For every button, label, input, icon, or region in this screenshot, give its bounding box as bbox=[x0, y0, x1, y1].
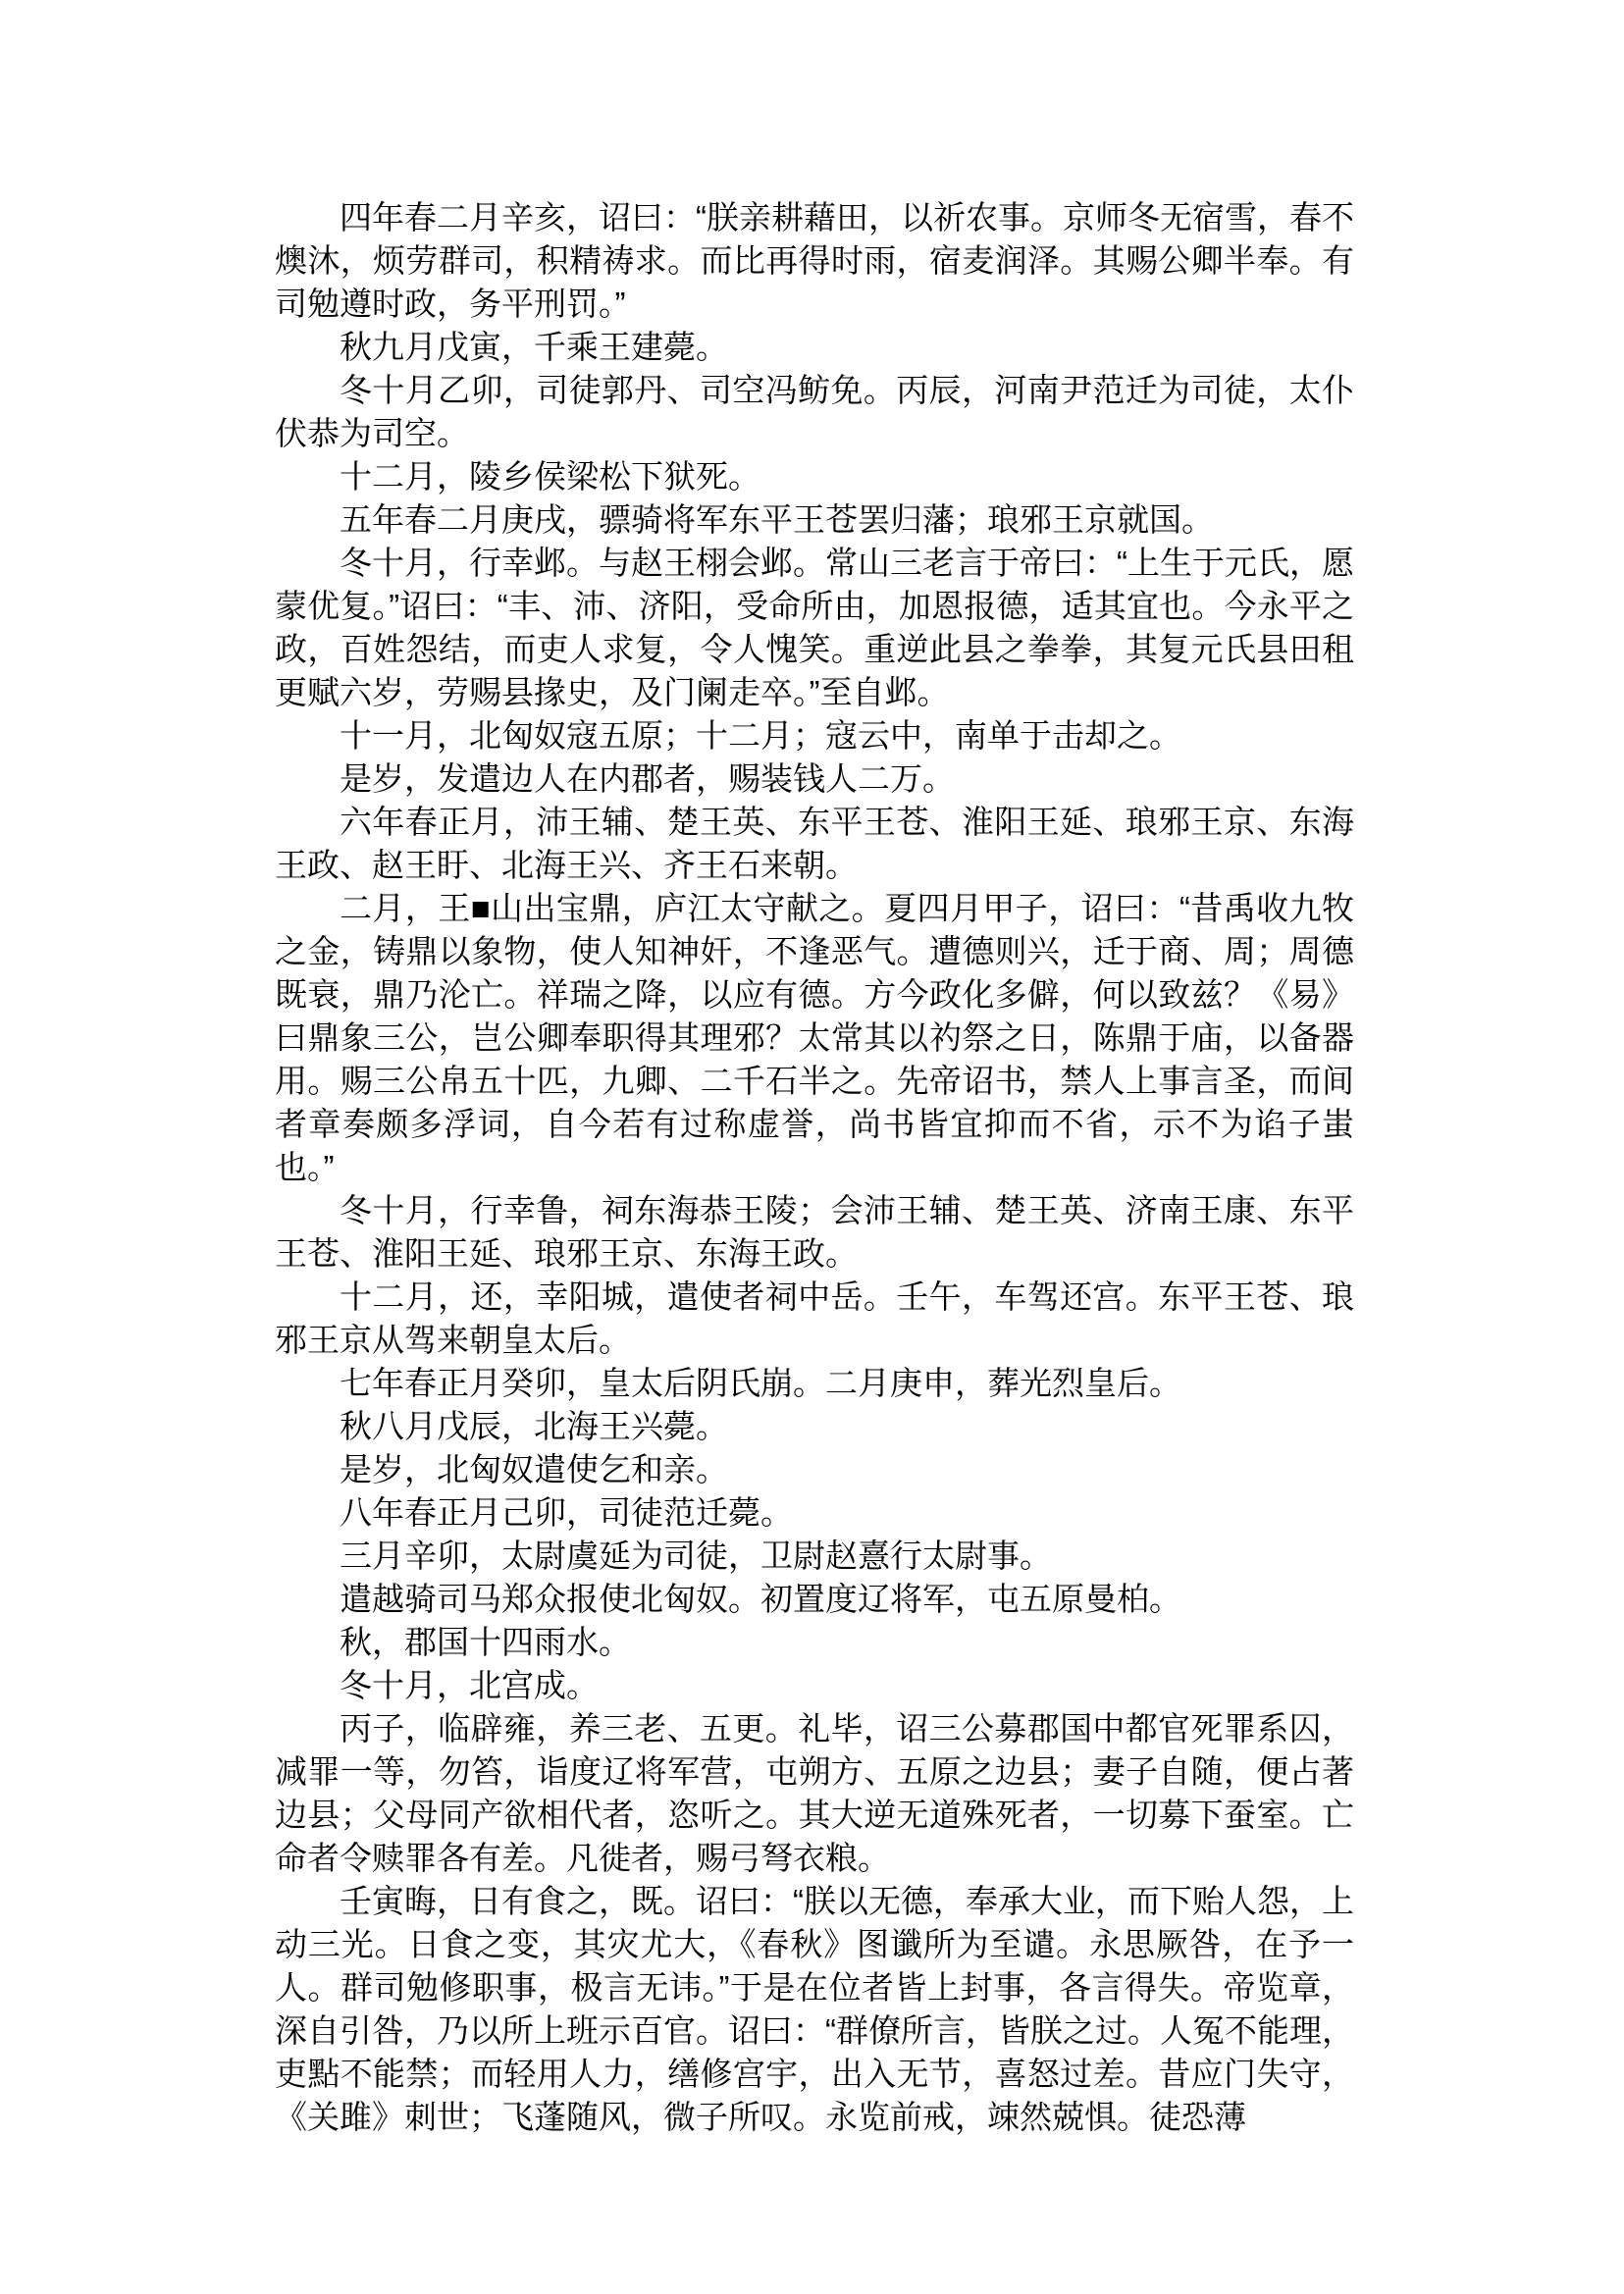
paragraph: 冬十月，北宫成。 bbox=[340, 1667, 599, 1703]
paragraph: 壬寅晦，日有食之，既。诏曰：“朕以无德，奉承大业，而下贻人怨，上动三光。日食之变，其灾尤大，《春秋》图谶所为至谴。永思厥咎，在予一人。群司勉修职事，极言无讳。”于是在位者皆上封事，各言得失。帝览章，深自引咎，乃以所上班示百官。诏曰：“群僚所言，皆朕之过。人冤不能理，吏點不能禁；而轻用人力，缮修宫宇，出入无节，喜怒过差。昔应门失守，《关雎》刺世；飞蓬随风，微子所叹。永览前戒，竦然兢惧。徒恐薄 bbox=[275, 1883, 1354, 2135]
text-block bbox=[275, 196, 1354, 2139]
paragraph: 丙子，临辟雍，养三老、五更。礼毕，诏三公募郡国中都官死罪系囚，减罪一等，勿笞，诣度辽将军营，屯朔方、五原之边县；妻子自随，便占著边县；父母同产欲相代者，恣听之。其大逆无道殊死者，一切募下蚕室。亡命者令赎罪各有差。凡徙者，赐弓弩衣粮。 bbox=[275, 1710, 1354, 1876]
paragraph: 五年春二月庚戌，骠骑将军东平王苍罢归藩；琅邪王京就国。 bbox=[340, 501, 1214, 538]
paragraph: 十二月，陵乡侯梁松下狱死。 bbox=[340, 458, 760, 495]
paragraph: 十二月，还，幸阳城，遣使者祠中岳。壬午，车驾还宫。东平王苍、琅邪王京从驾来朝皇太后。 bbox=[275, 1278, 1354, 1358]
paragraph: 秋九月戊寅，千乘王建薨。 bbox=[340, 329, 728, 365]
paragraph: 四年春二月辛亥，诏曰：“朕亲耕藉田，以祈农事。京师冬无宿雪，春不燠沐，烦劳群司，积精祷求。而比再得时雨，宿麦润泽。其赐公卿半奉。有司勉遵时政，务平刑罚。” bbox=[275, 199, 1354, 322]
paragraph: 十一月，北匈奴寇五原；十二月；寇云中，南单于击却之。 bbox=[340, 717, 1181, 754]
paragraph: 是岁，北匈奴遣使乞和亲。 bbox=[340, 1451, 728, 1487]
paragraph: 冬十月，行幸邺。与赵王栩会邺。常山三老言于帝曰：“上生于元氏，愿蒙优复。”诏曰：“丰、沛、济阳，受命所由，加恩报德，适其宜也。今永平之政，百姓怨结，而吏人求复，令人愧笑。重逆此县之拳拳，其复元氏县田租更赋六岁，劳赐县掾史，及门阑走卒。”至自邺。 bbox=[275, 545, 1354, 710]
paragraph: 三月辛卯，太尉虞延为司徒，卫尉赵憙行太尉事。 bbox=[340, 1538, 1052, 1574]
paragraph: 八年春正月己卯，司徒范迁薨。 bbox=[340, 1494, 793, 1531]
paragraph: 六年春正月，沛王辅、楚王英、东平王苍、淮阳王延、琅邪王京、东海王政、赵王盱、北海王兴、齐王石来朝。 bbox=[275, 804, 1354, 883]
paragraph: 秋，郡国十四雨水。 bbox=[340, 1624, 631, 1660]
paragraph: 是岁，发遣边人在内郡者，赐装钱人二万。 bbox=[340, 760, 955, 797]
paragraph: 七年春正月癸卯，皇太后阴氏崩。二月庚申，葬光烈皇后。 bbox=[340, 1365, 1181, 1401]
paragraph: 秋八月戊辰，北海王兴薨。 bbox=[340, 1408, 728, 1444]
paragraph: 二月，王■山出宝鼎，庐江太守献之。夏四月甲子，诏曰：“昔禹收九牧之金，铸鼎以象物，使人知神奸，不逢恶气。遭德则兴，迁于商、周；周德既衰，鼎乃沦亡。祥瑞之降，以应有德。方今政化多僻，何以致兹？《易》曰鼎象三公，岂公卿奉职得其理邪？太常其以礿祭之日，陈鼎于庙，以备器用。赐三公帛五十匹，九卿、二千石半之。先帝诏书，禁人上事言圣，而间者章奏颇多浮词，自今若有过称虚誉，尚书皆宜抑而不省，示不为谄子蚩也。” bbox=[275, 890, 1354, 1185]
paragraph: 冬十月乙卯，司徒郭丹、司空冯鲂免。丙辰，河南尹范迁为司徒，太仆伏恭为司空。 bbox=[275, 372, 1354, 451]
paragraph: 冬十月，行幸鲁，祠东海恭王陵；会沛王辅、楚王英、济南王康、东平王苍、淮阳王延、琅邪王京、东海王政。 bbox=[275, 1192, 1354, 1272]
paragraph: 遣越骑司马郑众报使北匈奴。初置度辽将军，屯五原曼柏。 bbox=[340, 1581, 1181, 1617]
